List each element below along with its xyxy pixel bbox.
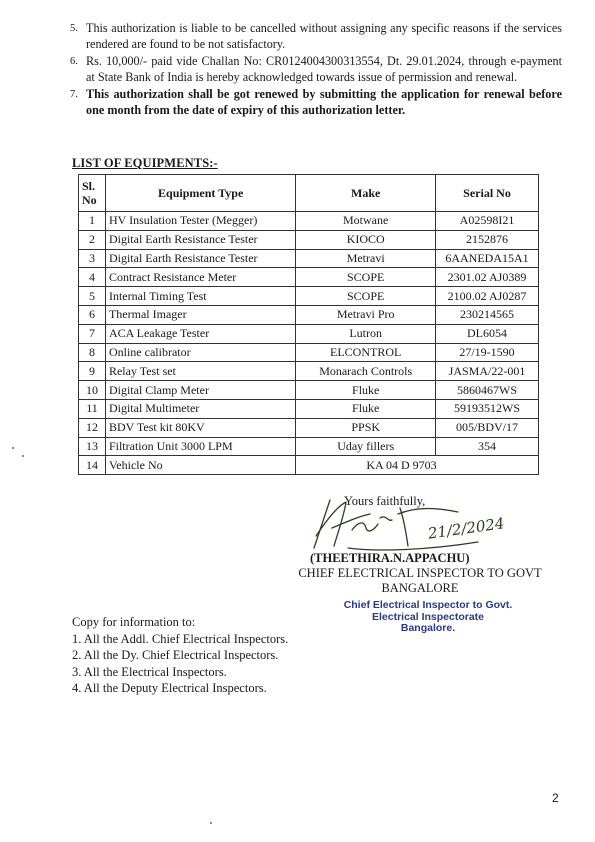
- cell-equipment-type: Relay Test set: [105, 362, 295, 381]
- cell-sl-no: 12: [79, 418, 106, 437]
- condition-item: [70, 87, 562, 118]
- cell-sl-no: 13: [79, 437, 106, 456]
- equipment-table-body: [79, 212, 539, 475]
- cell-sl-no: 10: [79, 381, 106, 400]
- cell-sl-no: 11: [79, 399, 106, 418]
- cell-sl-no: 6: [79, 305, 106, 324]
- handwritten-signature: [308, 488, 508, 558]
- cell-equipment-type: Digital Earth Resistance Tester: [105, 249, 295, 268]
- cell-serial-no: 6AANEDA15A1: [436, 249, 539, 268]
- cell-make: Motwane: [296, 212, 436, 231]
- cell-serial-no: 354: [436, 437, 539, 456]
- cell-serial-no: A02598I21: [436, 212, 539, 231]
- cell-make: PPSK: [296, 418, 436, 437]
- stamp-line: Electrical Inspectorate: [371, 610, 485, 623]
- cell-serial-no: 2301.02 AJ0389: [436, 268, 539, 287]
- table-row: [79, 324, 539, 343]
- cell-sl-no: 1: [79, 212, 106, 231]
- copy-recipient: 1. All the Addl. Chief Electrical Inspectors.: [72, 631, 289, 646]
- table-row-vehicle: [79, 456, 539, 475]
- table-row: [79, 268, 539, 287]
- cell-make: KIOCO: [296, 230, 436, 249]
- table-header-row: [79, 175, 539, 212]
- signatory-name: (THEETHIRA.N.APPACHU): [310, 551, 470, 565]
- table-row: [79, 212, 539, 231]
- cell-serial-no: 27/19-1590: [436, 343, 539, 362]
- cell-make: Monarach Controls: [296, 362, 436, 381]
- condition-item: [70, 21, 562, 52]
- page-number: 2: [552, 791, 559, 805]
- cell-equipment-type: Vehicle No: [105, 456, 295, 475]
- scan-speck: [210, 822, 212, 824]
- table-row: [79, 343, 539, 362]
- condition-item: [70, 54, 562, 85]
- cell-serial-no: DL6054: [436, 324, 539, 343]
- cell-make: ELCONTROL: [296, 343, 436, 362]
- signatory-city: BANGALORE: [381, 581, 459, 595]
- cell-serial-no: 5860467WS: [436, 381, 539, 400]
- cell-serial-no: 005/BDV/17: [436, 418, 539, 437]
- stamp-line: Chief Electrical Inspector to Govt.: [343, 599, 513, 611]
- office-stamp: [328, 600, 528, 635]
- cell-equipment-type: ACA Leakage Tester: [105, 324, 295, 343]
- equipment-table: [78, 174, 539, 475]
- header-equipment-type: Equipment Type: [105, 175, 295, 212]
- cell-equipment-type: Internal Timing Test: [105, 287, 295, 306]
- table-row: [79, 287, 539, 306]
- header-make: Make: [296, 175, 436, 212]
- cell-serial-no: 2100.02 AJ0287: [436, 287, 539, 306]
- table-row: [79, 305, 539, 324]
- cell-equipment-type: Online calibrator: [105, 343, 295, 362]
- cell-make: SCOPE: [296, 287, 436, 306]
- cell-sl-no: 14: [79, 456, 106, 475]
- cell-serial-no: 230214565: [436, 305, 539, 324]
- cell-equipment-type: BDV Test kit 80KV: [105, 418, 295, 437]
- equipment-list-heading: LIST OF EQUIPMENTS:-: [72, 156, 218, 170]
- conditions-list: [70, 21, 562, 119]
- cell-serial-no: 2152876: [436, 230, 539, 249]
- condition-number: 5.: [70, 23, 78, 34]
- copy-recipient: 4. All the Deputy Electrical Inspectors.: [72, 681, 267, 695]
- cell-serial-no: 59193512WS: [436, 399, 539, 418]
- table-row: [79, 381, 539, 400]
- condition-text: This authorization is liable to be cancelled without assigning any specific reasons if the services rendered are found to be not satisfactory.: [86, 21, 562, 51]
- copy-recipient: 2. All the Dy. Chief Electrical Inspectors.: [72, 648, 279, 662]
- header-serial-no: Serial No: [436, 175, 539, 212]
- stamp-line: Bangalore.: [400, 622, 456, 634]
- cell-sl-no: 7: [79, 324, 106, 343]
- cell-make: Lutron: [296, 324, 436, 343]
- condition-number: 6.: [70, 56, 78, 68]
- copy-recipients-list: [72, 631, 288, 697]
- cell-equipment-type: Filtration Unit 3000 LPM: [105, 437, 295, 456]
- scan-speck: [22, 455, 24, 457]
- cell-make: Metravi: [296, 249, 436, 268]
- table-row: [79, 249, 539, 268]
- copy-heading: Copy for information to:: [72, 615, 196, 629]
- cell-equipment-type: Digital Clamp Meter: [105, 381, 295, 400]
- cell-sl-no: 5: [79, 287, 106, 306]
- cell-make: Fluke: [296, 399, 436, 418]
- cell-sl-no: 9: [79, 362, 106, 381]
- signatory-designation: CHIEF ELECTRICAL INSPECTOR TO GOVT: [298, 566, 542, 580]
- cell-make: Metravi Pro: [296, 305, 436, 324]
- cell-serial-no: JASMA/22-001: [436, 362, 539, 381]
- cell-make: Uday fillers: [296, 437, 436, 456]
- cell-equipment-type: Contract Resistance Meter: [105, 268, 295, 287]
- condition-number: 7.: [70, 89, 78, 101]
- table-row: [79, 418, 539, 437]
- table-row: [79, 437, 539, 456]
- cell-make: SCOPE: [296, 268, 436, 287]
- table-row: [79, 230, 539, 249]
- condition-text: This authorization shall be got renewed by submitting the application for renewal before one month from the date of expiry of this authorization letter.: [86, 87, 562, 117]
- scan-speck: [12, 447, 14, 449]
- condition-text: Rs. 10,000/- paid vide Challan No: CR0124004300313554, Dt. 29.01.2024, through e-payment at State Bank of India is hereby acknowledged towards issue of permission and renewal.: [86, 54, 562, 84]
- table-row: [79, 362, 539, 381]
- cell-equipment-type: Digital Earth Resistance Tester: [105, 230, 295, 249]
- cell-equipment-type: HV Insulation Tester (Megger): [105, 212, 295, 231]
- cell-sl-no: 3: [79, 249, 106, 268]
- cell-vehicle-number: KA 04 D 9703: [296, 456, 539, 475]
- cell-sl-no: 2: [79, 230, 106, 249]
- cell-equipment-type: Digital Multimeter: [105, 399, 295, 418]
- copy-recipient: 3. All the Electrical Inspectors.: [72, 664, 227, 679]
- header-sl-no: Sl. No: [79, 175, 106, 212]
- cell-make: Fluke: [296, 381, 436, 400]
- cell-sl-no: 8: [79, 343, 106, 362]
- closing-text: Yours faithfully,: [344, 494, 426, 508]
- cell-sl-no: 4: [79, 268, 106, 287]
- cell-equipment-type: Thermal Imager: [105, 305, 295, 324]
- table-row: [79, 399, 539, 418]
- copy-to-section: [72, 614, 288, 697]
- signature-date: 21/2/2024: [426, 514, 506, 543]
